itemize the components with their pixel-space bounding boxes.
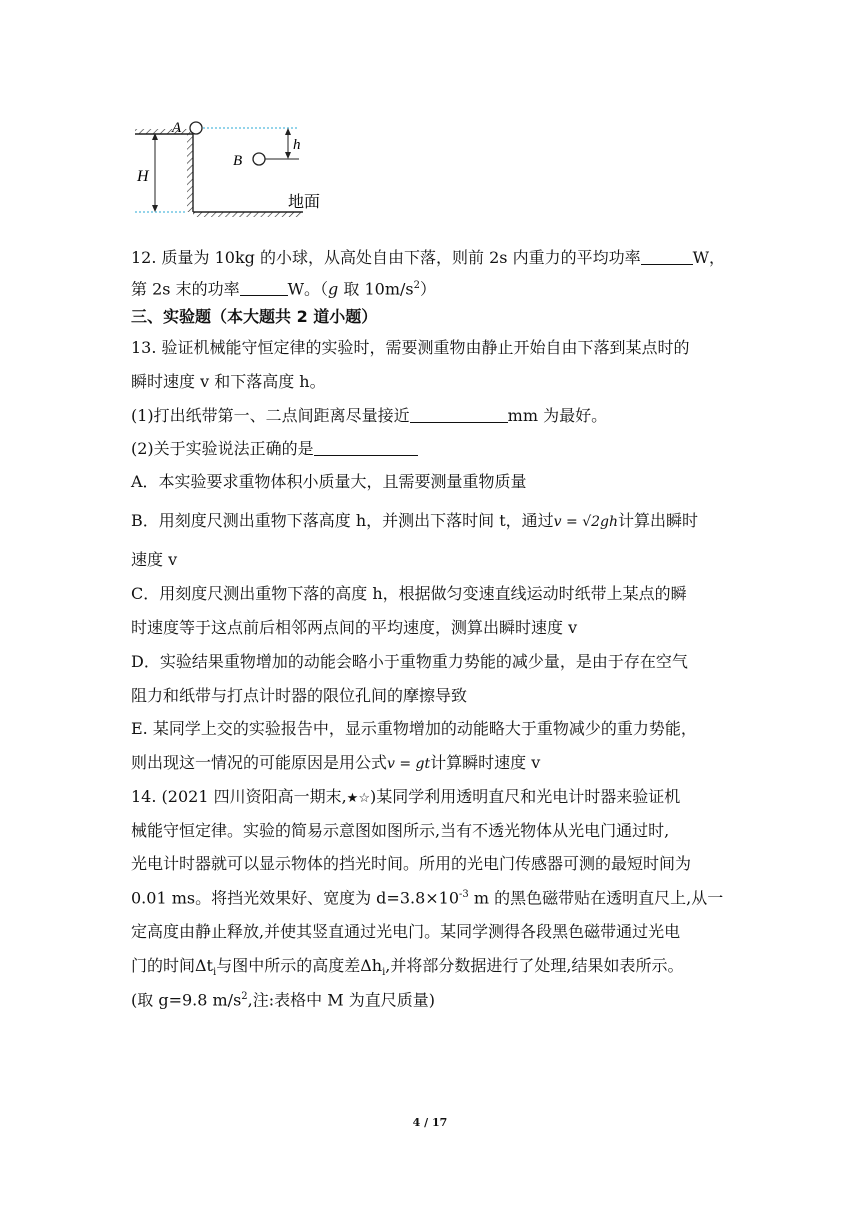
q14-line1 <box>131 789 680 805</box>
q14-l6sub2: i <box>382 967 386 979</box>
q14-line2: 械能守恒定律。实验的简易示意图如图所示,当有不透光物体从光电门通过时, <box>131 821 670 840</box>
q14-l6b: 与图中所示的高度差Δh <box>216 956 383 975</box>
q14-line3: 光电计时器就可以显示物体的挡光时间。所用的光电门传感器可测的最短时间为 <box>131 854 692 873</box>
q14-line6 <box>131 958 683 978</box>
label-a: A <box>172 120 182 136</box>
ball-b <box>253 153 265 165</box>
q13-option-e1: E. 某同学上交的实验报告中，显示重物增加的动能略大于重物减少的重力势能， <box>131 719 697 738</box>
label-H: H <box>137 168 149 185</box>
q14-l7a: (取 g=9.8 m/s <box>131 990 242 1010</box>
q12-sup: 2 <box>413 280 420 291</box>
q12-blank2[interactable] <box>240 281 288 296</box>
q14-l4b: m 的黑色磁带贴在透明直尺上,从一 <box>468 888 724 908</box>
q14-l6: 门的时间Δt <box>131 956 213 975</box>
q13-blank1[interactable] <box>410 408 508 423</box>
q12-text2a: 第 2s 末的功率 <box>131 279 240 299</box>
q13-option-c1: C．用刻度尺测出重物下落的高度 h，根据做匀变速直线运动时纸带上某点的瞬 <box>131 584 687 603</box>
q13-blank2[interactable] <box>314 441 418 456</box>
q13-e2a: 则出现这一情况的可能原因是用公式 <box>131 753 388 772</box>
q12-text2b: W。（ <box>287 279 329 299</box>
q14-line4 <box>131 890 723 906</box>
q13-p1b: mm 为最好。 <box>507 406 608 425</box>
q12-text2d: ） <box>419 279 436 299</box>
q14-l4sup: -3 <box>459 889 469 900</box>
q13-b1b: 计算出瞬时 <box>618 511 699 530</box>
ground-label: 地面 <box>288 192 321 211</box>
q14-l1b: )某同学利用透明直尺和光电计时器来验证机 <box>369 787 681 806</box>
q13-option-c2: 时速度等于这点前后相邻两点间的平均速度，测算出瞬时速度 v <box>131 618 578 637</box>
q14-l7sup: 2 <box>241 991 248 1002</box>
q13-option-b1 <box>131 513 698 529</box>
q13-part2 <box>131 441 418 457</box>
ball-a <box>190 122 202 134</box>
label-b: B <box>233 153 243 169</box>
q12-line2 <box>131 281 436 297</box>
q12-g: g <box>328 279 339 299</box>
q14-line7 <box>131 992 435 1008</box>
cliff-top-hatch <box>135 129 193 134</box>
difficulty-star-icon: ★☆ <box>346 791 370 806</box>
q13-part1 <box>131 408 607 424</box>
q13-option-a: A．本实验要求重物体积小质量大，且需要测量重物质量 <box>131 472 527 491</box>
q13-p2: (2)关于实验说法正确的是 <box>131 439 314 458</box>
q14-l4: 0.01 ms。将挡光效果好、宽度为 d=3.8×10 <box>131 888 460 908</box>
q14-l7b: ,注:表格中 M 为直尺质量) <box>247 990 435 1010</box>
label-h: h <box>293 137 301 153</box>
q13-intro2: 瞬时速度 v 和下落高度 h。 <box>131 372 326 391</box>
q13-option-b2: 速度 v <box>131 550 178 569</box>
q13-intro1: 13. 验证机械能守恒定律的实验时，需要测重物由静止开始自由下落到某点时的 <box>131 338 690 357</box>
q12-text2c: 取 10m/s <box>338 279 414 299</box>
q14-l6sub: i <box>213 967 217 979</box>
q12-text1: 12. 质量为 10kg 的小球，从高处自由下落，则前 2s 内重力的平均功率 <box>131 248 641 267</box>
q13-option-d1: D．实验结果重物增加的动能会略小于重物重力势能的减少量，是由于存在空气 <box>131 652 688 671</box>
q14-line5: 定高度由静止释放,并使其竖直通过光电门。某同学测得各段黑色磁带通过光电 <box>131 922 681 941</box>
q13-option-e2 <box>131 755 540 771</box>
q14-l1a: 14. (2021 四川资阳高一期末, <box>131 787 347 806</box>
q12-unit1: W， <box>692 248 726 267</box>
physics-diagram <box>131 113 351 217</box>
q13-b-formula: v = √2gh <box>553 514 619 530</box>
q13-p1a: (1)打出纸带第一、二点间距离尽量接近 <box>131 406 410 425</box>
page-number: 4 / 17 <box>412 1116 448 1129</box>
q12-line1 <box>131 250 725 266</box>
section3-title: 三、实验题（本大题共 2 道小题） <box>131 307 378 326</box>
q13-e-formula: v = gt <box>387 756 431 772</box>
q13-e2b: 计算瞬时速度 v <box>430 753 541 772</box>
q13-b1a: B．用刻度尺测出重物下落高度 h，并测出下落时间 t，通过 <box>131 511 554 530</box>
ground-hatch <box>193 212 303 217</box>
q14-l6c: ,并将部分数据进行了处理,结果如表所示。 <box>385 956 684 975</box>
q12-blank1[interactable] <box>641 250 693 265</box>
q13-option-d2: 阻力和纸带与打点计时器的限位孔间的摩擦导致 <box>131 686 468 705</box>
cliff-wall-hatch <box>187 134 193 212</box>
